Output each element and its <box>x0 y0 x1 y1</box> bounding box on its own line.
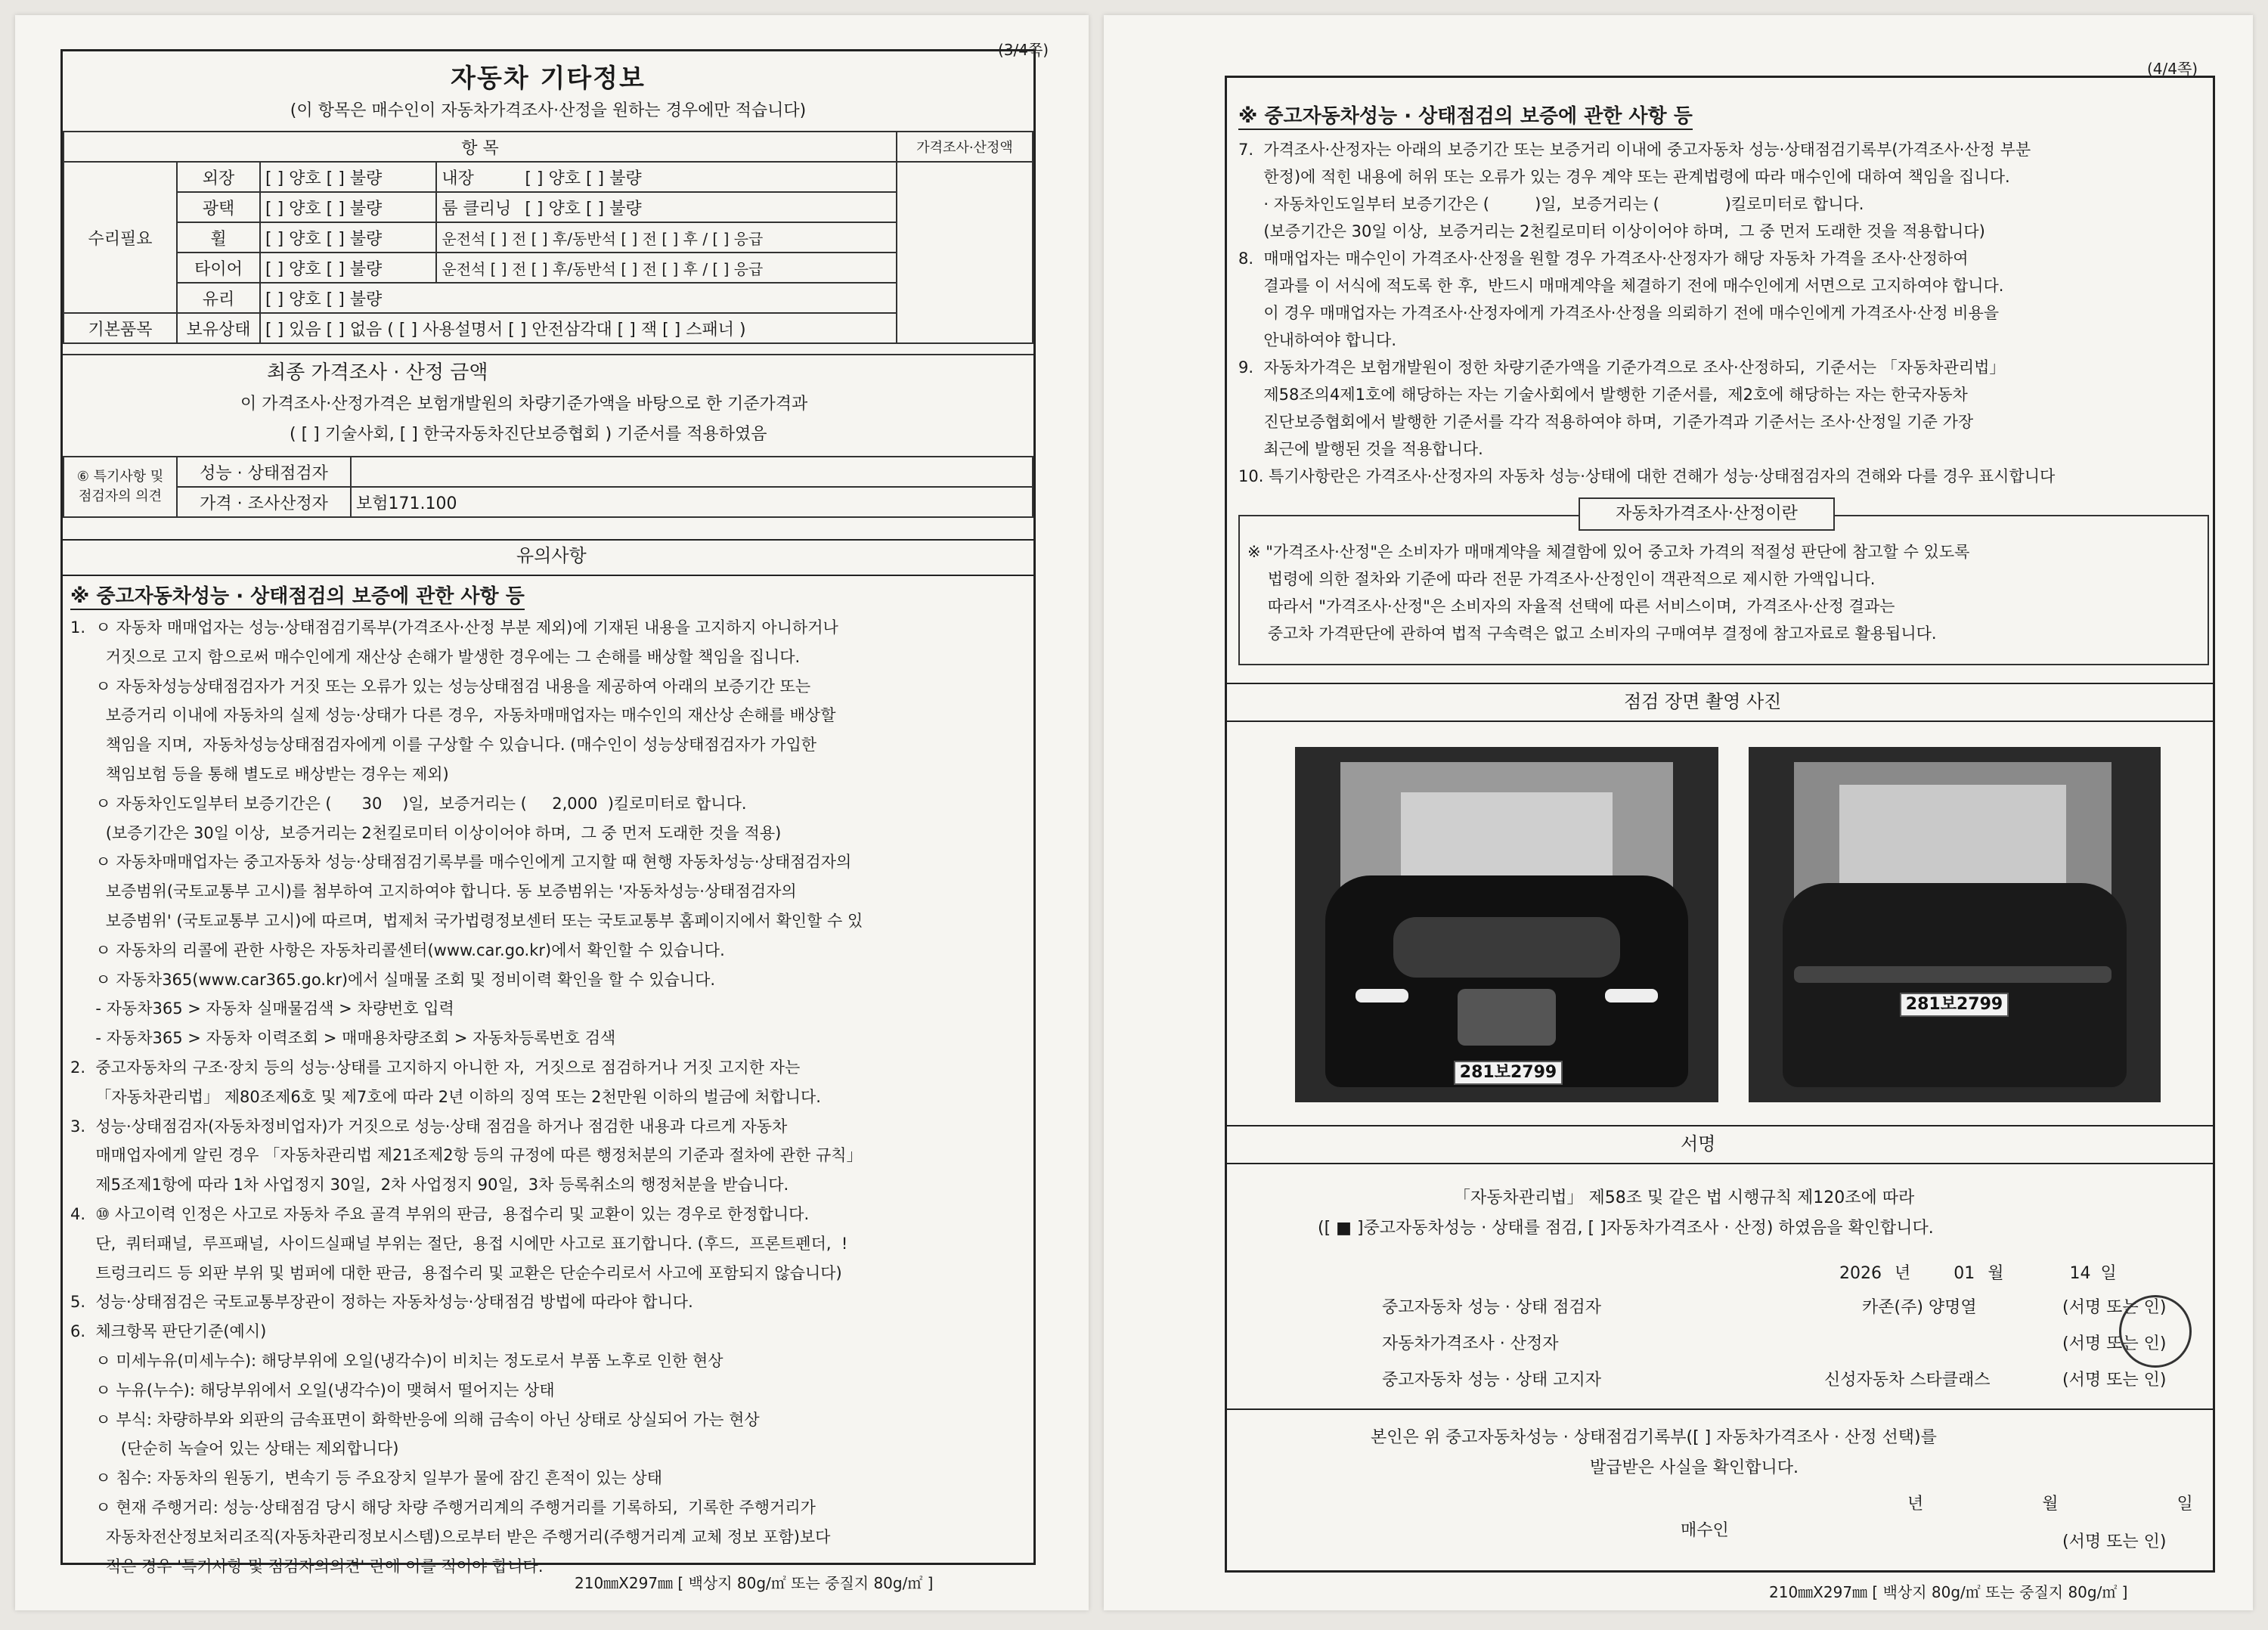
basic-label: 기본품목 <box>64 313 177 343</box>
date-month: 01 <box>1954 1264 1975 1283</box>
signature-field[interactable]: (서명 또는 인) <box>2062 1334 2167 1353</box>
notice-line: ㅇ 자동차의 리콜에 관한 사항은 자동차리콜센터(www.car.go.kr)에서 확인할 수 있습니다. <box>70 941 725 959</box>
notice-line: 「자동차관리법」 제80조제6호 및 제7호에 따라 2년 이하의 징역 또는 2천만원 이하의 벌금에 처합니다. <box>70 1087 821 1106</box>
buyer-signature-field[interactable]: (서명 또는 인) <box>2062 1532 2167 1551</box>
front-photo <box>1295 747 1718 1102</box>
sign-title: 서명 <box>1681 1133 1716 1154</box>
signer-name: 신성자동차 스타클래스 <box>1824 1371 1991 1390</box>
notice-line: ㅇ 자동차매매업자는 중고자동차 성능·상태점검기록부를 매수인에게 고지할 때 현행 자동차성능·상태점검자의 <box>70 853 852 872</box>
page-number: (3/4쪽) <box>998 41 1049 59</box>
repair-table <box>63 131 1033 344</box>
row-value: [ ] 양호 [ ] 불량 <box>260 162 436 192</box>
notice-line: 1. ㅇ 자동차 매매업자는 성능·상태점검기록부(가격조사·산정 부분 제외)에 기재된 내용을 고지하지 아니하거나 <box>70 618 838 637</box>
date-unit: 일 <box>2100 1264 2117 1283</box>
info-box <box>1238 515 2209 665</box>
notice-line: · 자동차인도일부터 보증기간은 ( )일, 보증거리는 ( )킬로미터로 합니다. <box>1238 195 1864 213</box>
notice-line: 보증거리 이내에 자동차의 실제 성능·상태가 다른 경우, 자동차매매업자는 매수인의 재산상 손해를 배상할 <box>70 706 836 725</box>
final-price-text: ( [ ] 기술사회, [ ] 한국자동차진단보증협회 ) 기준서를 적용하였음 <box>290 425 767 444</box>
row-value: [ ] 양호 [ ] 불량 <box>260 192 436 222</box>
rear-photo <box>1749 747 2161 1102</box>
notice-line: 중고차 가격판단에 관하여 법적 구속력은 없고 소비자의 구매여부 결정에 참고자료로 활용됩니다. <box>1247 624 1937 643</box>
form-frame <box>60 49 1036 1576</box>
repair-label: 수리필요 <box>64 162 177 313</box>
form-frame <box>1225 76 2215 1573</box>
notice-line: 이 경우 매매업자는 가격조사·산정자에게 가격조사·산정을 의뢰하기 전에 매수인에게 가격조사·산정 비용을 <box>1238 304 2000 322</box>
notice-line: 적은 경우 '특기사항 및 점검자의의견' 란에 이를 적어야 합니다. <box>70 1557 544 1576</box>
row-value: [ ] 양호 [ ] 불량 <box>260 222 436 253</box>
sign-text: ([ ■ ]중고자동차성능 · 상태를 점검, [ ]자동차가격조사 · 산정) 하였음을 확인합니다. <box>1318 1219 1934 1238</box>
front-license-plate: 281보2799 <box>1454 1061 1563 1085</box>
row-value: [ ] 양호 [ ] 불량 <box>260 253 436 283</box>
col-price: 가격조사·산정액 <box>897 132 1033 162</box>
notice-line: (단순히 녹슬어 있는 상태는 제외합니다) <box>70 1439 399 1458</box>
date-unit: 월 <box>2042 1495 2059 1514</box>
notice-line: 제5조제1항에 따라 1차 사업정지 30일, 2차 사업정지 90일, 3차 등록취소의 행정처분을 받습니다. <box>70 1176 789 1195</box>
opinion-table <box>63 456 1033 518</box>
opinion-row-label: 성능 · 상태점검자 <box>177 457 351 487</box>
final-price-text: 이 가격조사·산정가격은 보험개발원의 차량기준가액을 바탕으로 한 기준가격과 <box>240 395 808 414</box>
notice-line: 2. 중고자동차의 구조·장치 등의 성능·상태를 고지하지 아니한 자, 거짓으로 점검하거나 거짓 고지한 자는 <box>70 1058 801 1077</box>
form-subtitle: (이 항목은 매수인이 자동차가격조사·산정을 원하는 경우에만 적습니다) <box>290 101 807 120</box>
notice-line: 제58조의4제1호에 해당하는 자는 기술사회에서 발행한 기준서를, 제2호에 해당하는 자는 한국자동차 <box>1238 386 1968 404</box>
notice-line: - 자동차365 > 자동차 실매물검색 > 차량번호 입력 <box>70 999 454 1018</box>
notice-line: 4. ⑩ 사고이력 인정은 사고로 자동차 주요 골격 부위의 판금, 용접수리 및 교환이 있는 경우로 한정합니다. <box>70 1205 810 1223</box>
paper-spec: 210㎜X297㎜ [ 백상지 80g/㎡ 또는 중질지 80g/㎡ ] <box>575 1574 934 1592</box>
photo-title: 점검 장면 촬영 사진 <box>1624 691 1782 712</box>
signer-role: 자동차가격조사 · 산정자 <box>1382 1334 1559 1353</box>
notice-line: ㅇ 자동차365(www.car365.go.kr)에서 실매물 조회 및 정비이력 확인을 할 수 있습니다. <box>70 970 716 989</box>
paper-spec: 210㎜X297㎜ [ 백상지 80g/㎡ 또는 중질지 80g/㎡ ] <box>1769 1583 2128 1601</box>
price-cell <box>897 162 1033 343</box>
notice-line: 따라서 "가격조사·산정"은 소비자의 자율적 선택에 따른 서비스이며, 가격조사·산정 결과는 <box>1247 597 1895 615</box>
notice-line: 최근에 발행된 것을 적용합니다. <box>1238 440 1483 458</box>
receipt-text: 발급받은 사실을 확인합니다. <box>1590 1458 1799 1477</box>
row-value: 운전석 [ ] 전 [ ] 후/동반석 [ ] 전 [ ] 후 / [ ] 응급 <box>436 253 897 283</box>
notice-line: 3. 성능·상태점검자(자동차정비업자)가 거짓으로 성능·상태 점검을 하거나 점검한 내용과 다르게 자동차 <box>70 1117 788 1136</box>
notice-line: ㅇ 미세누유(미세누수): 해당부위에 오일(냉각수)이 비치는 정도로서 부품 노후로 인한 현상 <box>70 1352 723 1370</box>
row-value: [ ] 양호 [ ] 불량 <box>260 283 897 313</box>
notice-line: ㅇ 침수: 자동차의 원동기, 변속기 등 주요장치 일부가 물에 잠긴 흔적이 있는 상태 <box>70 1469 663 1488</box>
notice-line: ※ "가격조사·산정"은 소비자가 매매계약을 체결함에 있어 중고차 가격의 적절성 판단에 참고할 수 있도록 <box>1247 543 1970 561</box>
row-label: 휠 <box>177 222 260 253</box>
row-label: 룸 클리닝 <box>442 199 512 218</box>
row-label: 내장 <box>442 169 474 188</box>
notice-line: (보증기간은 30일 이상, 보증거리는 2천킬로미터 이상이어야 하며, 그 중 먼저 도래한 것을 적용합니다) <box>1238 222 1985 240</box>
notice-line: 트렁크리드 등 외판 부위 및 범퍼에 대한 판금, 용접수리 및 교환은 단순수리로서 사고에 포함되지 않습니다) <box>70 1263 842 1282</box>
notice-line: 거짓으로 고지 함으로써 매수인에게 재산상 손해가 발생한 경우에는 그 손해를 배상할 책임을 집니다. <box>70 647 801 666</box>
notice-line: 7. 가격조사·산정자는 아래의 보증기간 또는 보증거리 이내에 중고자동차 성능·상태점검기록부(가격조사·산정 부분 <box>1238 141 2031 159</box>
date-unit: 년 <box>1907 1495 1924 1514</box>
row-value: [ ] 양호 [ ] 불량 <box>525 199 642 218</box>
page-number: (4/4쪽) <box>2147 60 2198 78</box>
left-page <box>15 15 1089 1610</box>
seal-stamp-icon <box>2119 1295 2192 1368</box>
notice-line: 책임보험 등을 통해 별도로 배상받는 경우는 제외) <box>70 765 449 783</box>
buyer-label: 매수인 <box>1681 1521 1729 1540</box>
notice-line: 9. 자동차가격은 보험개발원이 정한 차량기준가액을 기준가격으로 조사·산정하되, 기준서는 「자동차관리법」 <box>1238 358 2006 377</box>
opinion-label: 점검자의 의견 <box>78 488 163 504</box>
notice-line: ㅇ 부식: 차량하부와 외판의 금속표면이 화학반응에 의해 금속이 아닌 상태로 상실되어 가는 현상 <box>70 1410 760 1429</box>
notice-line: 책임을 지며, 자동차성능상태점검자에게 이를 구상할 수 있습니다. (매수인이 성능상태점검자가 가입한 <box>70 736 817 755</box>
final-price-section <box>63 354 1033 457</box>
notice-line: ㅇ 누유(누수): 해당부위에서 오일(냉각수)이 맺혀서 떨어지는 상태 <box>70 1381 555 1399</box>
notice-line: 법령에 의한 절차와 기준에 따라 전문 가격조사·산정인이 객관적으로 제시한 가액입니다. <box>1247 570 1876 588</box>
notice-line: 진단보증협회에서 발행한 기준서를 각각 적용하여야 하며, 기준가격과 기준서는 조사·산정일 기준 가장 <box>1238 413 1974 431</box>
warranty-title: ※ 중고자동차성능 · 상태점검의 보증에 관한 사항 등 <box>1238 101 1693 130</box>
row-label: 광택 <box>177 192 260 222</box>
notice-line: 단, 쿼터패널, 루프패널, 사이드실패널 부위는 절단, 용접 시에만 사고로 표기합니다. (후드, 프론트펜더, ! <box>70 1234 848 1253</box>
opinion-value: 보험171.100 <box>351 487 1033 517</box>
notice-line: (보증기간은 30일 이상, 보증거리는 2천킬로미터 이상이어야 하며, 그 중 먼저 도래한 것을 적용) <box>70 823 782 842</box>
notice-line: 보증범위' (국토교통부 고시)에 따르며, 법제처 국가법령정보센터 또는 국토교통부 홈페이지에서 확인할 수 있 <box>70 912 863 930</box>
signature-field[interactable]: (서명 또는 인) <box>2062 1298 2167 1317</box>
opinion-label: ⑥ 특기사항 및 <box>76 469 164 485</box>
notice-line: 자동차전산정보처리조직(자동차관리정보시스템)으로부터 받은 주행거리(주행거리계 교체 정보 포함)보다 <box>70 1527 831 1546</box>
notice-line: 매매업자에게 알린 경우 「자동차관리법 제21조제2항 등의 규정에 따른 행정처분의 기준과 절차에 관한 규칙」 <box>70 1146 863 1165</box>
receipt-text: 본인은 위 중고자동차성능 · 상태점검기록부([ ] 자동차가격조사 · 산정 선택)를 <box>1371 1428 1937 1447</box>
notice-line: - 자동차365 > 자동차 이력조회 > 매매용차량조회 > 자동차등록번호 검색 <box>70 1029 616 1048</box>
notice-line: 안내하여야 합니다. <box>1238 331 1397 349</box>
notice-line: 6. 체크항목 판단기준(예시) <box>70 1322 267 1341</box>
final-price-title: 최종 가격조사 · 산정 금액 <box>267 361 488 384</box>
date-unit: 월 <box>1988 1264 2004 1283</box>
notice-line: 10. 특기사항란은 가격조사·산정자의 자동차 성능·상태에 대한 견해가 성능·상태점검자의 견해와 다를 경우 표시합니다 <box>1238 467 2056 485</box>
col-item: 항 목 <box>64 132 897 162</box>
date-unit: 일 <box>2177 1495 2193 1514</box>
notice-line: 결과를 이 서식에 적도록 한 후, 반드시 매매계약을 체결하기 전에 매수인에게 서면으로 고지하여야 합니다. <box>1238 277 2004 295</box>
row-label: 외장 <box>177 162 260 192</box>
notice-line: 보증범위(국토교통부 고시)를 첨부하여 고지하여야 합니다. 동 보증범위는 '자동차성능·상태점검자의 <box>70 882 797 901</box>
notice-line: 5. 성능·상태점검은 국토교통부장관이 정하는 자동차성능·상태점검 방법에 따라야 합니다. <box>70 1293 693 1312</box>
opinion-row-label: 가격 · 조사산정자 <box>177 487 351 517</box>
notice-line: ㅇ 현재 주행거리: 성능·상태점검 당시 해당 차량 주행거리계의 주행거리를 기록하되, 기록한 주행거리가 <box>70 1498 816 1517</box>
warranty-title: ※ 중고자동차성능 · 상태점검의 보증에 관한 사항 등 <box>70 581 525 610</box>
date-year: 2026 <box>1839 1264 1882 1283</box>
rear-license-plate: 281보2799 <box>1900 993 2009 1017</box>
notice-line: ㅇ 자동차성능상태점검자가 거짓 또는 오류가 있는 성능상태점검 내용을 제공하여 아래의 보증기간 또는 <box>70 677 811 696</box>
notice-title: 유의사항 <box>516 545 587 566</box>
row-value: [ ] 있음 [ ] 없음 ( [ ] 사용설명서 [ ] 안전삼각대 [ ] 잭 [ ] 스패너 ) <box>260 313 897 343</box>
form-title: 자동차 기타정보 <box>451 64 646 94</box>
signer-role: 중고자동차 성능 · 상태 점검자 <box>1382 1298 1601 1317</box>
notice-line: ㅇ 자동차인도일부터 보증기간은 ( 30 )일, 보증거리는 ( 2,000 )킬로미터로 합니다. <box>70 794 747 813</box>
row-value: 운전석 [ ] 전 [ ] 후/동반석 [ ] 전 [ ] 후 / [ ] 응급 <box>436 222 897 253</box>
signer-name: 카존(주) 양명열 <box>1862 1298 1977 1317</box>
date-unit: 년 <box>1895 1264 1911 1283</box>
sign-date <box>1839 1261 2117 1287</box>
notice-line: 한정)에 적힌 내용에 허위 또는 오류가 있는 경우 계약 또는 관계법령에 따라 매수인에 대하여 책임을 집니다. <box>1238 168 2010 186</box>
right-page <box>1104 15 2253 1610</box>
receipt-date <box>1907 1492 2193 1517</box>
row-label: 유리 <box>177 283 260 313</box>
row-label: 보유상태 <box>177 313 260 343</box>
signature-field[interactable]: (서명 또는 인) <box>2062 1371 2167 1390</box>
notice-line: 8. 매매업자는 매수인이 가격조사·산정을 원할 경우 가격조사·산정자가 해당 자동차 가격을 조사·산정하여 <box>1238 249 1969 268</box>
row-value: [ ] 양호 [ ] 불량 <box>525 169 642 188</box>
date-day: 14 <box>2069 1264 2091 1283</box>
row-label: 타이어 <box>177 253 260 283</box>
sign-text: 「자동차관리법」 제58조 및 같은 법 시행규칙 제120조에 따라 <box>1454 1188 1915 1207</box>
info-title: 자동차가격조사·산정이란 <box>1579 497 1835 531</box>
signer-role: 중고자동차 성능 · 상태 고지자 <box>1382 1371 1601 1390</box>
opinion-value <box>351 457 1033 487</box>
